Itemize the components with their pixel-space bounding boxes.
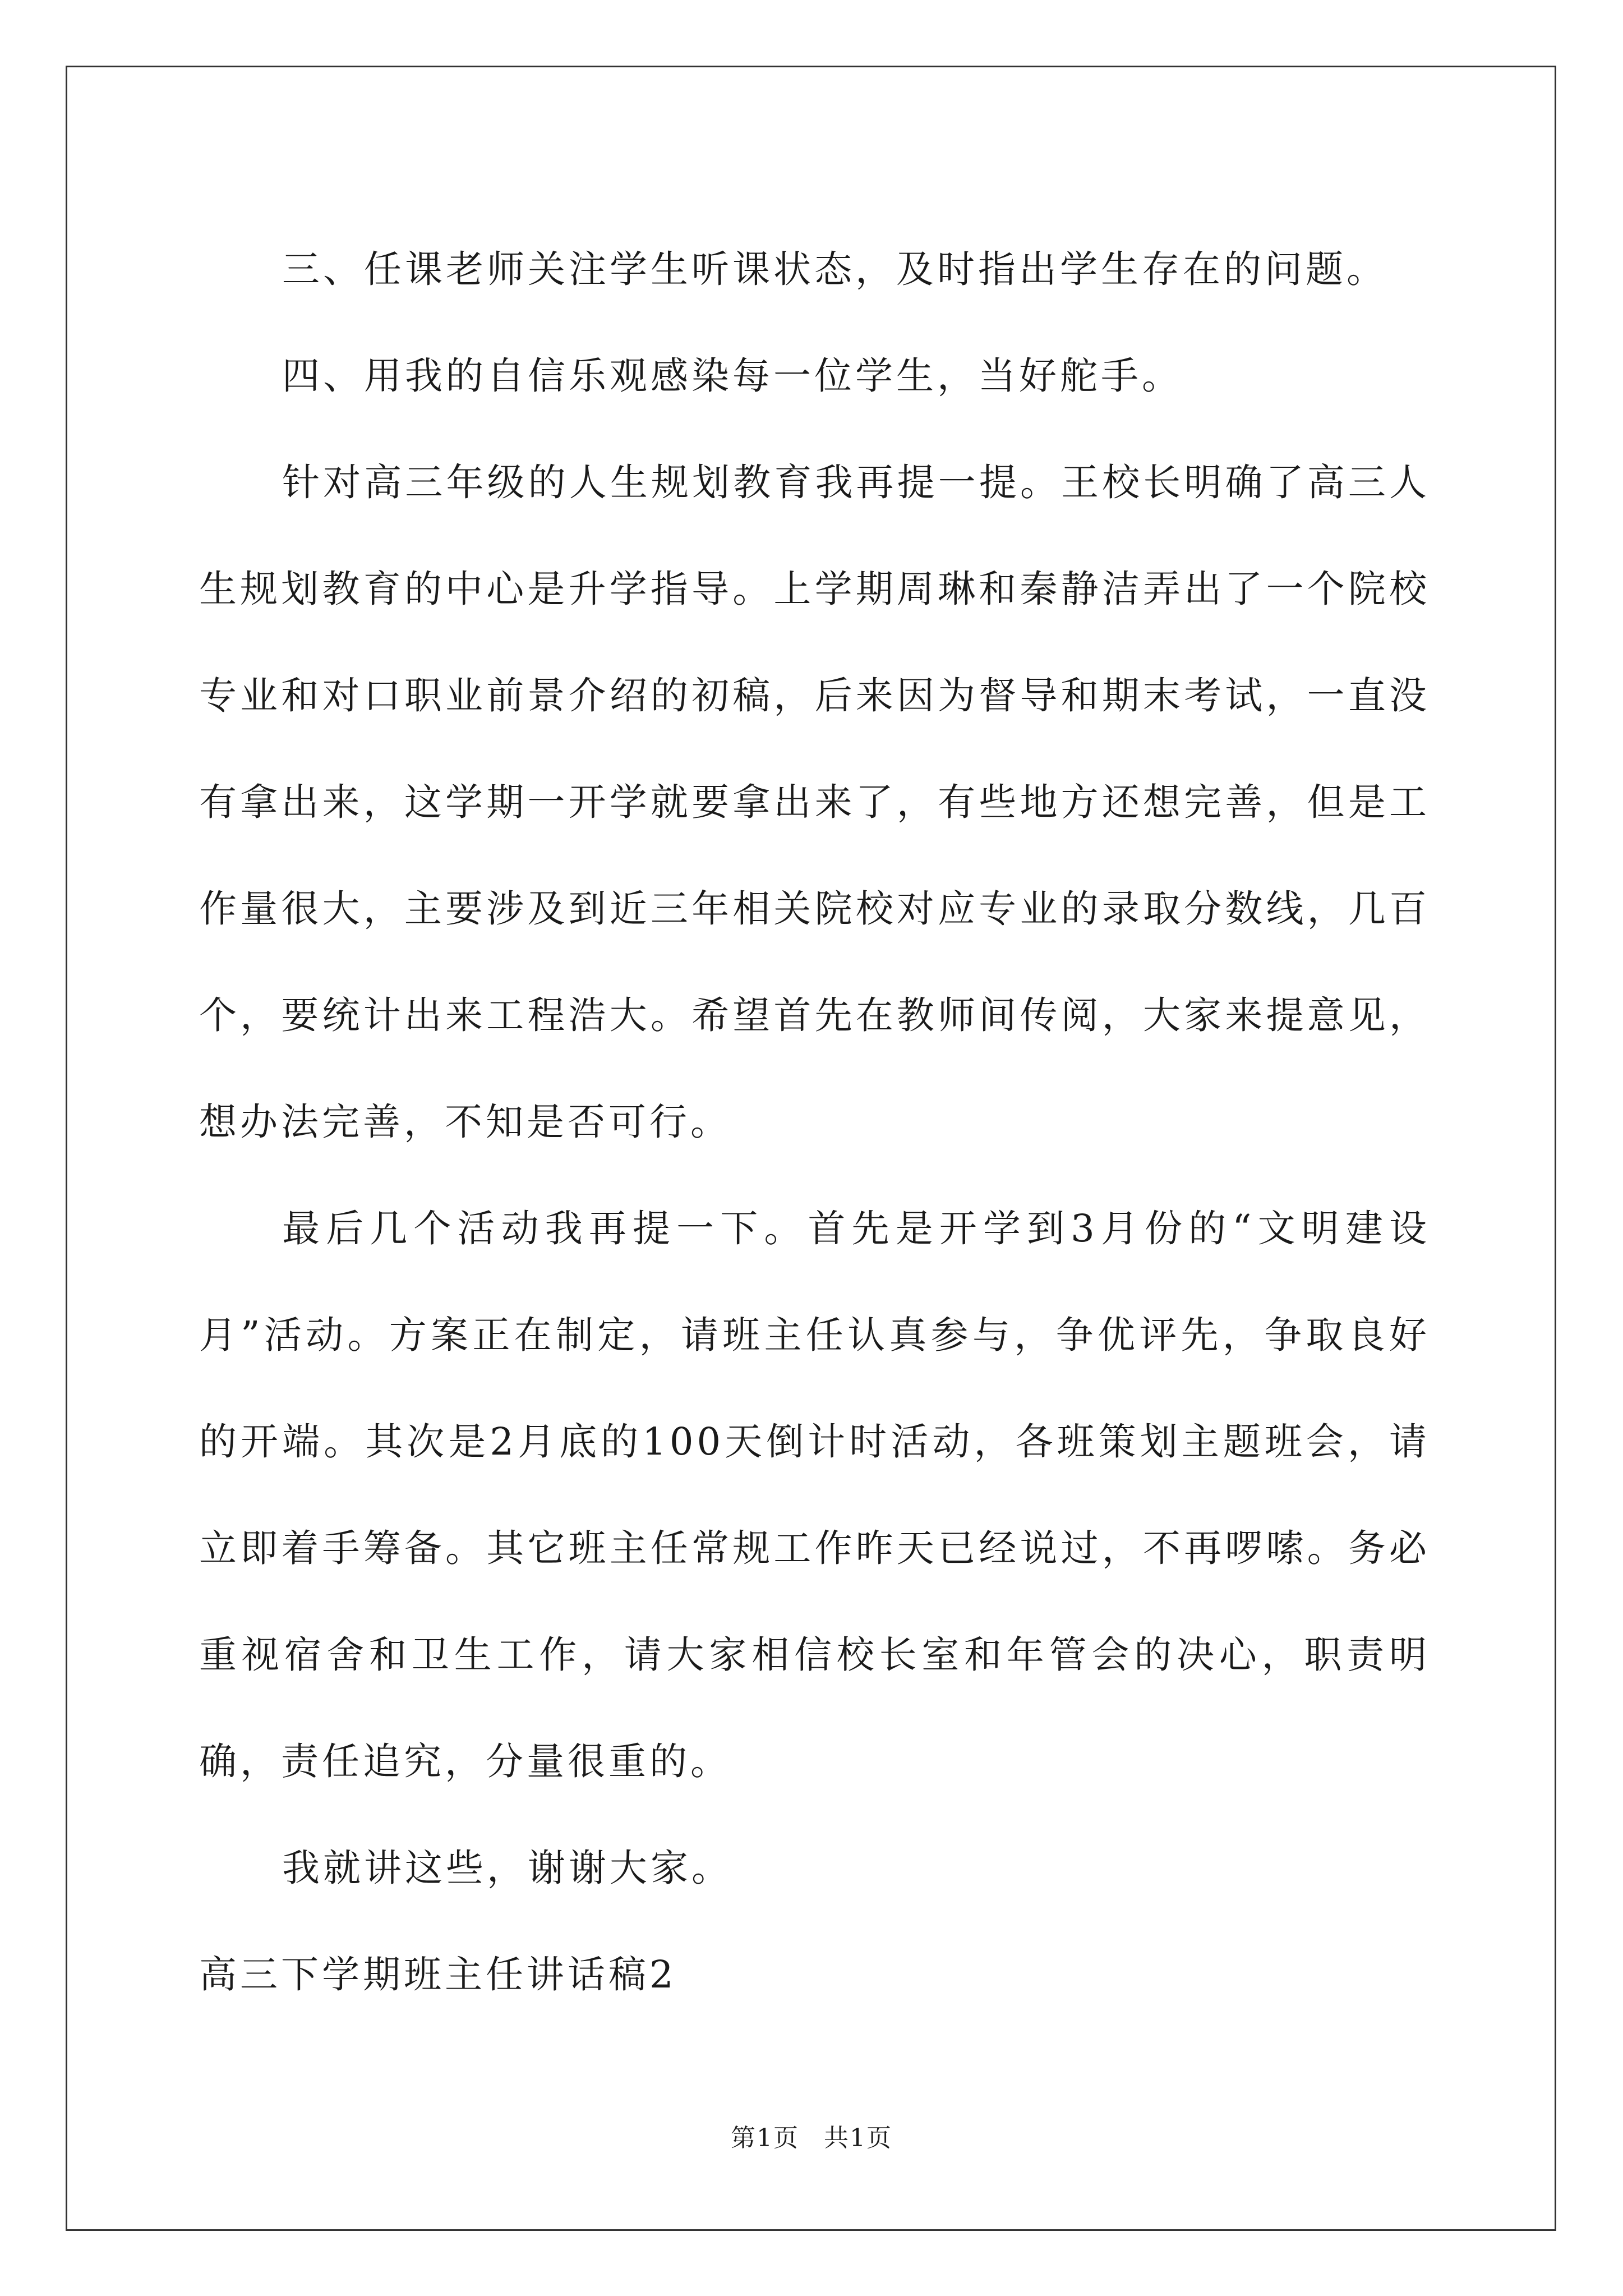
section-heading: 高三下学期班主任讲话稿2 [199,1953,677,1996]
paragraph-point-four: 四、用我的自信乐观感染每一位学生，当好舵手。 [282,354,1183,398]
page-footer [0,2118,1623,2154]
page-number-total: 共1页 [824,2124,892,2152]
paragraph-life-planning: 针对高三年级的人生规划教育我再提一提。王校长明确了高三人生规划教育的中心是升学指导。上学期周琳和秦静洁弄出了一个院校专业和对口职业前景介绍的初稿，后来因为督导和期末考试，一直没有拿出来，这学期一开学就要拿出来了，有些地方还想完善，但是工作量很大，主要涉及到近三年相关院校对应专业的录取分数线，几百个，要统计出来工程浩大。希望首先在教师间传阅，大家来提意见，想办法完善，不知是否可行。 [199,461,1430,1144]
page-number-current: 第1页 [731,2124,799,2152]
paragraph-closing: 我就讲这些，谢谢大家。 [282,1846,732,1890]
paragraph-activities: 最后几个活动我再提一下。首先是开学到3月份的“文明建设月”活动。方案正在制定，请班主任认真参与，争优评先，争取良好的开端。其次是2月底的100天倒计时活动，各班策划主题班会，请立即着手筹备。其它班主任常规工作昨天已经说过，不再啰嗦。务必重视宿舍和卫生工作，请大家相信校长室和年管会的决心，职责明确，责任追究，分量很重的。 [199,1207,1430,1783]
document-body [199,216,1430,2028]
paragraph-point-three: 三、任课老师关注学生听课状态，及时指出学生存在的问题。 [282,247,1387,291]
